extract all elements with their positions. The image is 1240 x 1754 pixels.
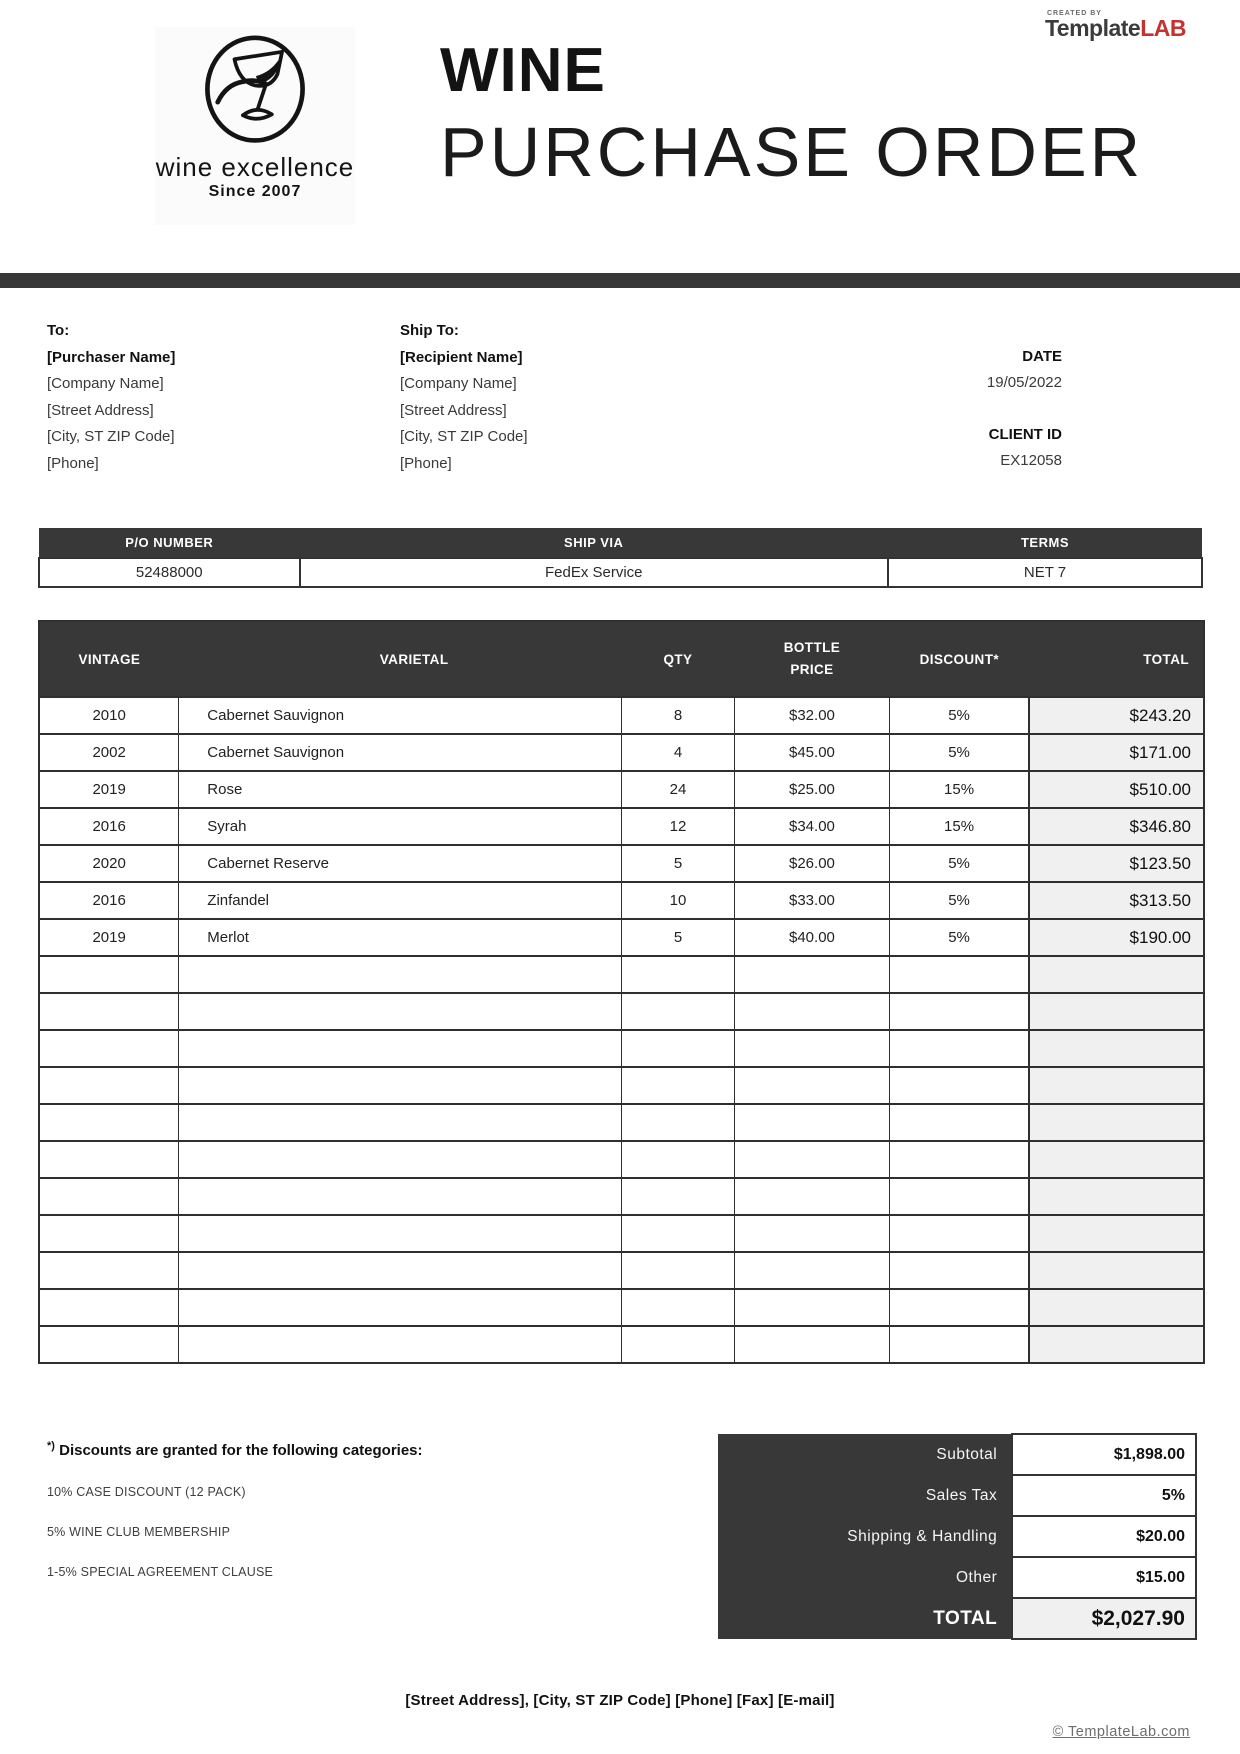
discount-cell (889, 1104, 1029, 1141)
templatelab-created-by: CREATED BY (1046, 10, 1102, 17)
discount-cell (889, 1141, 1029, 1178)
bottle-price-cell: $32.00 (734, 697, 889, 734)
bottle-price-cell: $25.00 (734, 771, 889, 808)
po-info-values-row (39, 558, 1202, 587)
date-label: DATE (1022, 348, 1062, 365)
ship-via-value: FedEx Service (300, 558, 888, 587)
recipient-name: [Recipient Name] (400, 348, 523, 366)
varietal-cell (179, 1104, 622, 1141)
bottle-price-cell (734, 1289, 889, 1326)
discount-cell (889, 1215, 1029, 1252)
summary-row (718, 1557, 1196, 1598)
summary-row-value: 5% (1012, 1475, 1196, 1516)
qty-cell (621, 993, 734, 1030)
varietal-cell (179, 993, 622, 1030)
to-city-state-zip: [City, ST ZIP Code] (47, 428, 175, 445)
summary-table (718, 1433, 1197, 1640)
vintage-cell: 2010 (39, 697, 179, 734)
discount-cell: 15% (889, 808, 1029, 845)
discount-cell (889, 1326, 1029, 1363)
varietal-cell (179, 1030, 622, 1067)
bottle-price-cell (734, 1030, 889, 1067)
total-cell: $346.80 (1029, 808, 1204, 845)
order-table-body (39, 697, 1204, 1363)
discount-notes (47, 1440, 423, 1579)
order-table-empty-row (39, 1215, 1204, 1252)
ship-company-name: [Company Name] (400, 375, 517, 392)
summary-body (718, 1434, 1196, 1598)
ship-to-address-block (400, 322, 528, 481)
total-cell (1029, 1030, 1204, 1067)
ship-city-state-zip: [City, ST ZIP Code] (400, 428, 528, 445)
total-cell (1029, 1178, 1204, 1215)
order-table-empty-row (39, 1289, 1204, 1326)
order-table-row (39, 919, 1204, 956)
company-logo (155, 27, 355, 225)
templatelab-logo (1045, 10, 1186, 40)
discount-cell: 5% (889, 919, 1029, 956)
wine-glass-hand-icon (199, 35, 311, 152)
vintage-header: VINTAGE (39, 621, 179, 697)
vintage-cell: 2002 (39, 734, 179, 771)
qty-cell (621, 1141, 734, 1178)
qty-cell (621, 1326, 734, 1363)
vintage-cell (39, 1178, 179, 1215)
po-info-table (38, 528, 1203, 588)
client-id-value: EX12058 (1000, 452, 1062, 469)
templatelab-word-red: LAB (1140, 15, 1186, 41)
discount-cell (889, 993, 1029, 1030)
order-table-row (39, 845, 1204, 882)
po-number-value: 52488000 (39, 558, 300, 587)
order-table-empty-row (39, 993, 1204, 1030)
to-company-name: [Company Name] (47, 375, 164, 392)
vintage-cell (39, 1215, 179, 1252)
discount-cell (889, 1178, 1029, 1215)
qty-cell: 5 (621, 845, 734, 882)
discount-cell: 5% (889, 845, 1029, 882)
varietal-cell: Zinfandel (179, 882, 622, 919)
vintage-cell (39, 1141, 179, 1178)
ship-phone: [Phone] (400, 454, 452, 472)
order-table-row (39, 808, 1204, 845)
order-table-empty-row (39, 1326, 1204, 1363)
bottle-price-cell (734, 1104, 889, 1141)
summary-row-label: Other (718, 1557, 1012, 1598)
total-cell (1029, 1141, 1204, 1178)
order-table-empty-row (39, 1030, 1204, 1067)
terms-header: TERMS (888, 528, 1202, 558)
client-id-label: CLIENT ID (988, 426, 1062, 443)
qty-cell: 24 (621, 771, 734, 808)
varietal-header: VARIETAL (179, 621, 622, 697)
varietal-cell (179, 1252, 622, 1289)
total-value: $2,027.90 (1012, 1598, 1196, 1639)
total-cell: $243.20 (1029, 697, 1204, 734)
qty-cell: 8 (621, 697, 734, 734)
vintage-cell (39, 993, 179, 1030)
order-table-empty-row (39, 1104, 1204, 1141)
summary-total-row (718, 1598, 1196, 1639)
varietal-cell (179, 1289, 622, 1326)
total-cell: $313.50 (1029, 882, 1204, 919)
templatelab-wordmark (1045, 17, 1186, 40)
bottle-price-cell (734, 1252, 889, 1289)
bottle-price-cell: $34.00 (734, 808, 889, 845)
discount-cell (889, 1252, 1029, 1289)
discount-cell: 15% (889, 771, 1029, 808)
bottle-price-cell (734, 1215, 889, 1252)
bottle-price-cell: $45.00 (734, 734, 889, 771)
bottle-price-header: BOTTLE PRICE (734, 621, 889, 697)
total-cell (1029, 1252, 1204, 1289)
qty-cell (621, 1289, 734, 1326)
logo-since-text: Since 2007 (208, 183, 302, 200)
qty-cell: 12 (621, 808, 734, 845)
to-address-block (47, 322, 175, 481)
discount-cell (889, 1289, 1029, 1326)
templatelab-copyright-link[interactable]: © TemplateLab.com (1052, 1724, 1190, 1740)
total-cell: $190.00 (1029, 919, 1204, 956)
discount-cell (889, 1030, 1029, 1067)
discount-note-agreement: 1-5% SPECIAL AGREEMENT CLAUSE (47, 1565, 274, 1579)
summary-row-value: $15.00 (1012, 1557, 1196, 1598)
qty-cell (621, 1030, 734, 1067)
order-items-table (38, 620, 1205, 1364)
qty-cell: 10 (621, 882, 734, 919)
header-divider-bar (0, 273, 1240, 288)
footer-address: [Street Address], [City, ST ZIP Code] [Phone] [Fax] [E-mail] (405, 1692, 835, 1709)
po-number-header: P/O NUMBER (39, 528, 300, 558)
qty-cell (621, 1067, 734, 1104)
title-purchase-order: PURCHASE ORDER (440, 113, 1144, 192)
footnote-mark: *) (47, 1440, 55, 1452)
varietal-cell: Cabernet Reserve (179, 845, 622, 882)
qty-header: QTY (621, 621, 734, 697)
summary-row (718, 1475, 1196, 1516)
varietal-cell (179, 956, 622, 993)
vintage-cell: 2019 (39, 919, 179, 956)
vintage-cell (39, 1289, 179, 1326)
varietal-cell (179, 1178, 622, 1215)
varietal-cell: Syrah (179, 808, 622, 845)
vintage-cell (39, 956, 179, 993)
total-cell (1029, 1067, 1204, 1104)
ship-via-header: SHIP VIA (300, 528, 888, 558)
bottle-price-cell: $26.00 (734, 845, 889, 882)
summary-row (718, 1516, 1196, 1557)
order-table-row (39, 771, 1204, 808)
total-cell: $123.50 (1029, 845, 1204, 882)
discount-header: DISCOUNT* (889, 621, 1029, 697)
bottle-price-cell (734, 993, 889, 1030)
terms-value: NET 7 (888, 558, 1202, 587)
order-table-empty-row (39, 1067, 1204, 1104)
to-phone: [Phone] (47, 454, 99, 472)
bottle-price-cell (734, 1178, 889, 1215)
vintage-cell (39, 1067, 179, 1104)
vintage-cell (39, 1326, 179, 1363)
discount-cell (889, 956, 1029, 993)
discount-cell: 5% (889, 734, 1029, 771)
summary-row-value: $20.00 (1012, 1516, 1196, 1557)
vintage-cell: 2016 (39, 808, 179, 845)
varietal-cell (179, 1215, 622, 1252)
discount-cell: 5% (889, 697, 1029, 734)
total-cell (1029, 1289, 1204, 1326)
discount-cell: 5% (889, 882, 1029, 919)
total-header: TOTAL (1029, 621, 1204, 697)
vintage-cell: 2016 (39, 882, 179, 919)
total-cell (1029, 1215, 1204, 1252)
order-table-row (39, 882, 1204, 919)
date-value: 19/05/2022 (986, 374, 1062, 391)
summary-row-label: Subtotal (718, 1434, 1012, 1475)
total-cell (1029, 1104, 1204, 1141)
bottle-price-cell (734, 1067, 889, 1104)
bottle-price-cell (734, 1326, 889, 1363)
templatelab-word-dark: Template (1044, 15, 1141, 41)
qty-cell (621, 956, 734, 993)
total-cell (1029, 993, 1204, 1030)
varietal-cell (179, 1326, 622, 1363)
discount-cell (889, 1067, 1029, 1104)
to-label: To: (47, 322, 70, 339)
varietal-cell: Rose (179, 771, 622, 808)
bottle-price-cell (734, 1141, 889, 1178)
varietal-cell: Merlot (179, 919, 622, 956)
qty-cell: 4 (621, 734, 734, 771)
order-table-header-row (39, 621, 1204, 697)
total-cell (1029, 956, 1204, 993)
purchaser-name: [Purchaser Name] (47, 348, 176, 366)
varietal-cell: Cabernet Sauvignon (179, 697, 622, 734)
varietal-cell: Cabernet Sauvignon (179, 734, 622, 771)
logo-company-name: wine excellence (155, 152, 355, 182)
summary-row-label: Shipping & Handling (718, 1516, 1012, 1557)
order-table-empty-row (39, 1141, 1204, 1178)
vintage-cell (39, 1104, 179, 1141)
qty-cell (621, 1252, 734, 1289)
discount-note-case: 10% CASE DISCOUNT (12 PACK) (47, 1485, 246, 1499)
total-label: TOTAL (718, 1598, 1012, 1639)
qty-cell (621, 1104, 734, 1141)
document-title (440, 36, 1144, 192)
summary-row-label: Sales Tax (718, 1475, 1012, 1516)
ship-street-address: [Street Address] (400, 401, 507, 419)
total-cell: $510.00 (1029, 771, 1204, 808)
discount-note-club: 5% WINE CLUB MEMBERSHIP (47, 1525, 231, 1539)
bottle-price-cell: $33.00 (734, 882, 889, 919)
order-table-row (39, 734, 1204, 771)
to-street-address: [Street Address] (47, 401, 154, 419)
title-wine: WINE (440, 36, 606, 105)
bottle-price-cell (734, 956, 889, 993)
order-table-empty-row (39, 956, 1204, 993)
total-cell (1029, 1326, 1204, 1363)
order-table-empty-row (39, 1252, 1204, 1289)
varietal-cell (179, 1067, 622, 1104)
qty-cell: 5 (621, 919, 734, 956)
vintage-cell (39, 1030, 179, 1067)
vintage-cell: 2020 (39, 845, 179, 882)
ship-to-label: Ship To: (400, 322, 459, 339)
qty-cell (621, 1215, 734, 1252)
bottle-price-cell: $40.00 (734, 919, 889, 956)
order-table-row (39, 697, 1204, 734)
vintage-cell: 2019 (39, 771, 179, 808)
vintage-cell (39, 1252, 179, 1289)
summary-row (718, 1434, 1196, 1475)
total-cell: $171.00 (1029, 734, 1204, 771)
discount-notes-heading: *) Discounts are granted for the following categories: (47, 1440, 423, 1459)
order-table-empty-row (39, 1178, 1204, 1215)
summary-row-value: $1,898.00 (1012, 1434, 1196, 1475)
date-clientid-block (987, 348, 1062, 478)
varietal-cell (179, 1141, 622, 1178)
qty-cell (621, 1178, 734, 1215)
